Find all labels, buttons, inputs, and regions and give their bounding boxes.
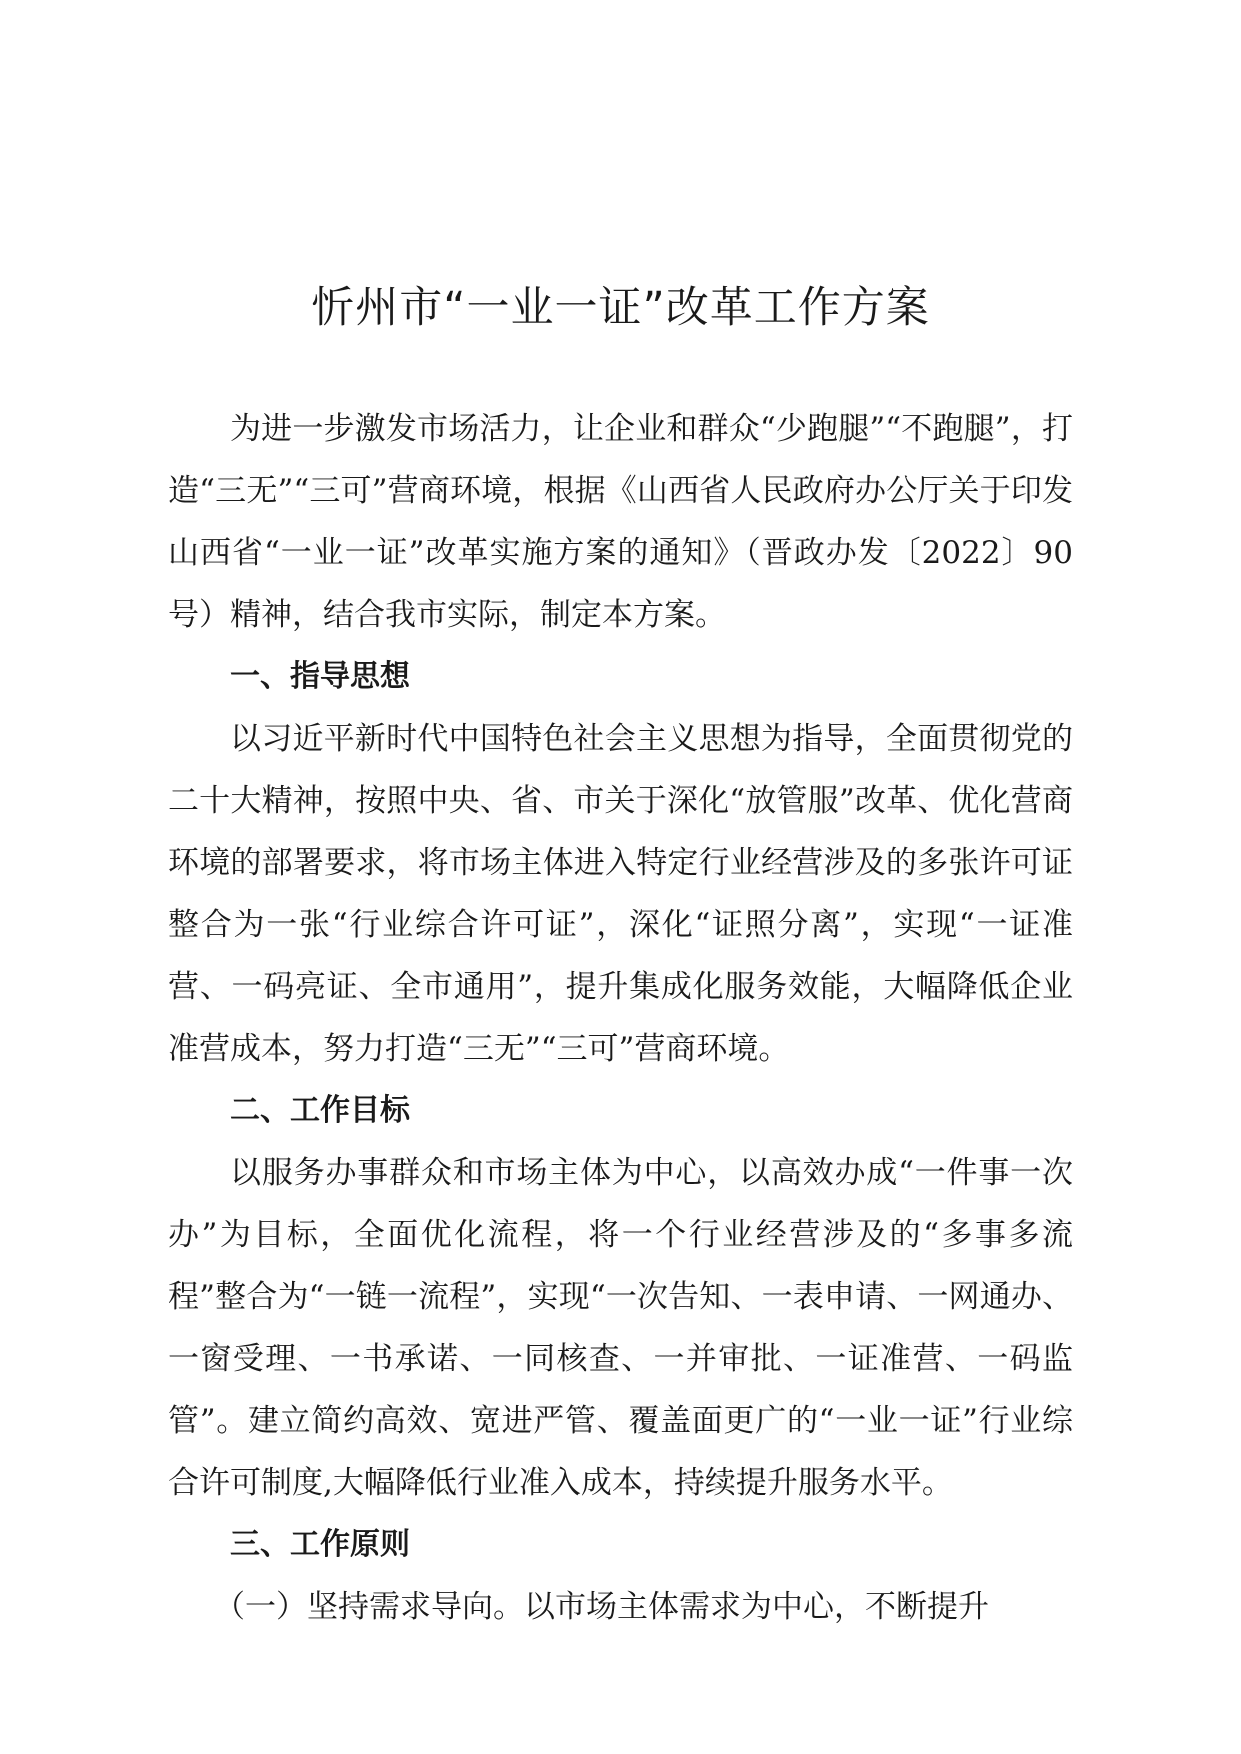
section-heading-work-principles: 三、工作原则 [230, 1527, 410, 1562]
document-title: 忻州市“一业一证”改革工作方案 [311, 283, 930, 333]
section-heading-guiding-ideology: 一、指导思想 [230, 659, 410, 694]
section-paragraph-work-principles: （一）坚持需求导向。以市场主体需求为中心，不断提升 [214, 1589, 989, 1625]
intro-paragraph: 为进一步激发市场活力，让企业和群众“少跑腿”“不跑腿”，打造“三无”“三可”营商环境，根据《山西省人民政府办公厅关于印发山西省“一业一证”改革实施方案的通知》（晋政办发〔2022〕90号）精神，结合我市实际，制定本方案。 [168, 411, 1073, 633]
section-paragraph-guiding-ideology: 以习近平新时代中国特色社会主义思想为指导，全面贯彻党的二十大精神，按照中央、省、市关于深化“放管服”改革、优化营商环境的部署要求，将市场主体进入特定行业经营涉及的多张许可证整合为一张“行业综合许可证”，深化“证照分离”，实现“一证准营、一码亮证、全市通用”，提升集成化服务效能，大幅降低企业准营成本，努力打造“三无”“三可”营商环境。 [168, 721, 1073, 1067]
section-paragraph-work-goals: 以服务办事群众和市场主体为中心，以高效办成“一件事一次办”为目标，全面优化流程，将一个行业经营涉及的“多事多流程”整合为“一链一流程”，实现“一次告知、一表申请、一网通办、一窗受理、一书承诺、一同核查、一并审批、一证准营、一码监管”。建立简约高效、宽进严管、覆盖面更广的“一业一证”行业综合许可制度,大幅降低行业准入成本，持续提升服务水平。 [168, 1155, 1073, 1501]
document-body [168, 398, 1073, 1638]
section-heading-work-goals: 二、工作目标 [230, 1093, 410, 1128]
